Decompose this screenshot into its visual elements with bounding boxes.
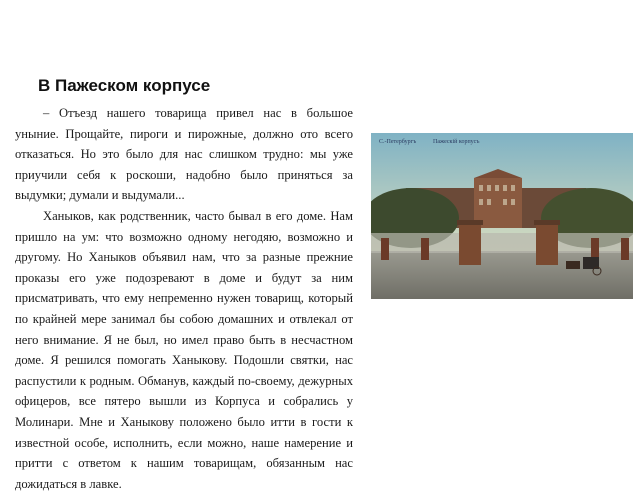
text-line: притти с ответом к нашим товарищам, обязанным нас xyxy=(15,456,353,471)
postcard-image xyxy=(371,133,633,299)
text-line: него внимание. Я не был, но имел право быть в несчастном xyxy=(15,332,353,347)
page-title: В Пажеском корпусе xyxy=(38,76,211,95)
text-line: отказаться. Но это было для нас слишком трудно: мы уже xyxy=(15,147,353,162)
text-line: пришло на ум: что возможно одному негодяю, возможно и xyxy=(15,229,353,244)
text-line: присматривать, что ему непременно нужен товарищ, который xyxy=(15,291,353,306)
caption-right: Пажескій корпусъ xyxy=(433,139,480,145)
text-line: доме. Я решился помогать Ханыкову. Подошли святки, нас xyxy=(15,353,353,368)
text-line: выдумки; думали и выдумали... xyxy=(15,188,185,203)
paragraph-2 xyxy=(15,206,353,494)
text-line: Молинари. Мне и Ханыкову положено было итти в гости к xyxy=(15,414,353,429)
caption-left: С.-Петербургъ xyxy=(379,139,417,145)
text-line: по крайней мере занимал бы собою домашних и отвлекал от xyxy=(15,311,353,326)
text-line: Ханыков, как родственник, часто бывал в его доме. Нам xyxy=(43,208,353,223)
body-text xyxy=(15,103,353,494)
text-line: приучили себя к роскоши, надобно было приняться за xyxy=(15,167,353,182)
text-line: – Отъезд нашего товарища привел нас в большое xyxy=(43,106,353,120)
text-line: дожидаться в лавке. xyxy=(15,476,122,491)
text-line: распустили к родным. Обманув, каждый по-своему, дежурных xyxy=(15,373,353,388)
text-line: известной особе, исполнить, если можно, наше намерение и xyxy=(15,435,353,450)
paragraph-1 xyxy=(15,103,353,206)
text-line: другому. Но Ханыков объявил нам, что за разные прежние xyxy=(15,250,353,265)
text-line: проказы его уже подозревают в доме и будут за ним xyxy=(15,270,353,285)
text-line: уныние. Прощайте, пироги и пирожные, должно ото всего xyxy=(15,126,353,141)
text-line: офицеров, все пятеро вышли из Корпуса и собрались у xyxy=(15,394,353,409)
